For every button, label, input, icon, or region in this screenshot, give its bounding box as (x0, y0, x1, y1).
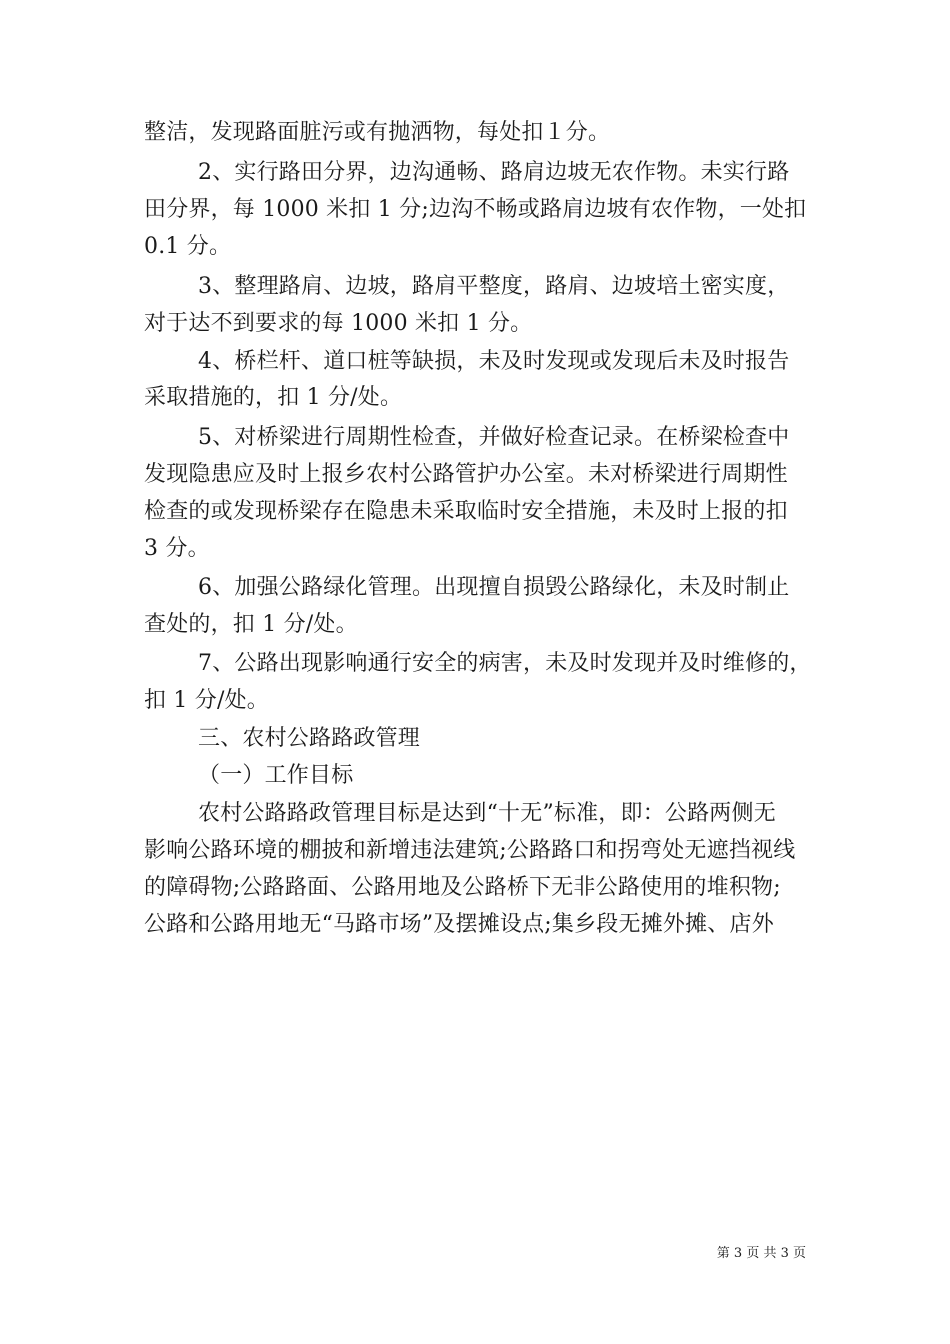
text-line: 采取措施的，扣 1 分/处。 (144, 385, 403, 410)
text-line: 的障碍物;公路路面、公路用地及公路桥下无非公路使用的堆积物; (144, 875, 781, 900)
text-line: 7、公路出现影响通行安全的病害，未及时发现并及时维修的， (198, 651, 812, 676)
text-line: 检查的或发现桥梁存在隐患未采取临时安全措施，未及时上报的扣 (144, 499, 788, 524)
text-line: 5、对桥梁进行周期性检查，并做好检查记录。在桥梁检查中 (198, 425, 790, 450)
text-line: 农村公路路政管理目标是达到“十无”标准，即：公路两侧无 (198, 801, 776, 826)
text-line: 4、桥栏杆、道口桩等缺损，未及时发现或发现后未及时报告 (198, 349, 790, 374)
text-line: 发现隐患应及时上报乡农村公路管护办公室。未对桥梁进行周期性 (144, 462, 788, 487)
text-line: 公路和公路用地无“马路市场”及摆摊设点;集乡段无摊外摊、店外 (144, 912, 774, 937)
text-line: 6、加强公路绿化管理。出现擅自损毁公路绿化，未及时制止 (198, 575, 790, 600)
text-line: 3 分。 (144, 536, 210, 561)
text-line: 整洁，发现路面脏污或有抛洒物，每处扣１分。 (144, 120, 611, 145)
page-number-footer: 第 3 页 共 3 页 (716, 1246, 806, 1261)
text-line: 扣 1 分/处。 (144, 688, 269, 713)
text-line: 查处的，扣 1 分/处。 (144, 612, 358, 637)
text-line: 田分界，每 1000 米扣 1 分;边沟不畅或路肩边坡有农作物，一处扣 (144, 197, 807, 222)
section-heading: 三、农村公路路政管理 (198, 726, 421, 751)
text-line: 2、实行路田分界，边沟通畅、路肩边坡无农作物。未实行路 (198, 160, 790, 185)
text-line: 3、整理路肩、边坡，路肩平整度，路肩、边坡培土密实度， (198, 274, 790, 299)
subsection-heading: （一）工作目标 (198, 763, 354, 788)
text-line: 影响公路环境的棚披和新增违法建筑;公路路口和拐弯处无遮挡视线 (144, 838, 796, 863)
text-line: 0.1 分。 (144, 234, 232, 259)
text-line: 对于达不到要求的每 1000 米扣 1 分。 (144, 311, 533, 336)
